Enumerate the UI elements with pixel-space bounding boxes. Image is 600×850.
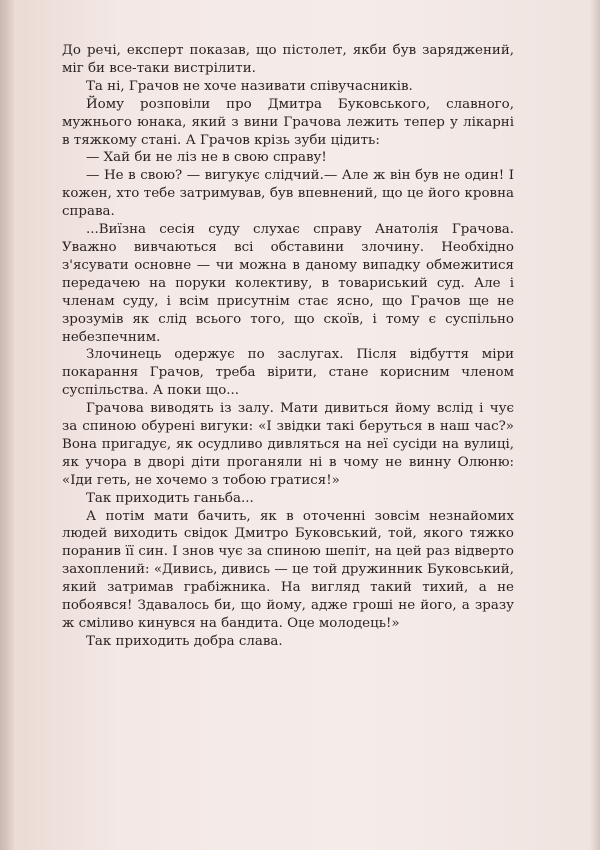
paragraph: — Не в свою? — вигукує слідчий.— Але ж він був не один! І кожен, хто тебе затримував, був впевнений, що це його кровна справа. xyxy=(62,168,514,220)
paragraph: Йому розповіли про Дмитра Буковського, славного, мужнього юнака, який з вини Грачова лежить тепер у лікарні в тяжкому стані. А Грачов крізь зуби цідить: xyxy=(62,96,514,148)
page-edge-left xyxy=(0,0,14,850)
paragraph: ...Виїзна сесія суду слухає справу Анатолія Грачова. Уважно вивчаються всі обставини злочину. Необхідно з'ясувати основне — чи можна в даному випадку обмежитися передачею на поруки колективу, в товариський суд. Але і членам суду, і всім присутнім стає ясно, що Грачов ще не зрозумів як слід всього того, що скоїв, і тому є суспільно небезпечним. xyxy=(62,222,514,345)
paragraph: — Хай би не ліз не в свою справу! xyxy=(86,150,327,166)
paragraph: А потім мати бачить, як в оточенні зовсім незнайомих людей виходить свідок Дмитро Буковський, той, якого тяжко поранив її син. І знов чує за спиною шепіт, на цей раз відверто захоплений: «Дивись, дивись — це той дружинник Буковський, який затримав грабіжника. На вигляд такий тихий, а не побоявся! Здавалось би, що йому, адже гроші не його, а зразу ж сміливо кинувся на бандита. Оце молодець!» xyxy=(62,508,514,631)
page-edge-right xyxy=(590,0,600,850)
page-body-text xyxy=(62,42,514,651)
paragraph: До речі, експерт показав, що пістолет, якби був заряджений, міг би все-таки вистрілити. xyxy=(62,43,514,76)
paragraph: Грачова виводять із залу. Мати дивиться йому вслід і чує за спиною обурені вигуки: «І звідки такі беруться в наш час?» Вона пригадує, як осудливо дивляться на неї сусіди на вулиці, як учора в дворі діти проганяли ні в чому не винну Олюню: «Іди геть, не хочемо з тобою гратися!» xyxy=(62,401,514,488)
paragraph: Так приходить добра слава. xyxy=(86,633,283,649)
paragraph: Злочинець одержує по заслугах. Після відбуття міри покарання Грачов, треба вірити, стане корисним членом суспільства. А поки що... xyxy=(62,347,514,399)
paragraph: Так приходить ганьба... xyxy=(86,490,254,506)
paragraph: Та ні, Грачов не хоче називати співучасників. xyxy=(86,78,413,94)
